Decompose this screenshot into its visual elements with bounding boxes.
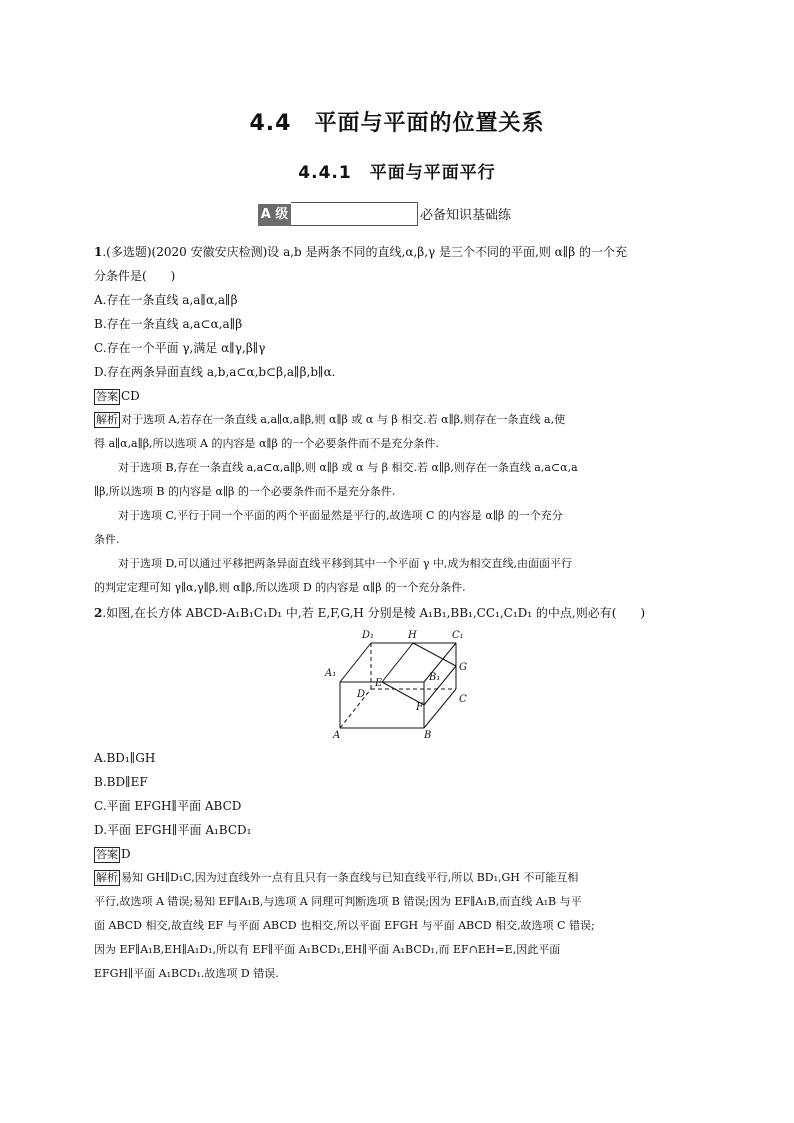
label-b1: B₁ <box>429 672 441 683</box>
answer-badge: 答案 <box>96 390 118 403</box>
label-g: G <box>459 662 467 673</box>
q1-answer-row <box>94 388 140 405</box>
q2-stem: .如图,在长方体 ABCD-A₁B₁C₁D₁ 中,若 E,F,G,H 分别是棱 A₁B₁,BB₁,CC₁,C₁D₁ 的中点,则必有( ) <box>102 606 646 620</box>
label-h: H <box>408 630 417 641</box>
level-banner <box>258 200 511 226</box>
q1-analysis-line-4: ∥β,所以选项 B 的内容是 α∥β 的一个必要条件而不是充分条件. <box>94 485 396 498</box>
analysis-badge: 解析 <box>96 871 118 884</box>
cuboid-figure <box>318 626 478 742</box>
q1-stem-2: 分条件是( ) <box>94 269 176 283</box>
label-b: B <box>424 730 432 741</box>
level-tag: A 级 <box>258 204 291 226</box>
label-a1: A₁ <box>325 668 337 679</box>
label-a: A <box>333 730 341 741</box>
q2-analysis-line-4: 因为 EF∥A₁B,EH∥A₁D₁,所以有 EF∥平面 A₁BCD₁,EH∥平面 A₁BCD₁,而 EF∩EH=E,因此平面 <box>94 943 561 956</box>
section-title: 4.4 平面与平面的位置关系 <box>249 111 545 136</box>
answer-badge: 答案 <box>96 848 118 861</box>
q1-analysis-line-1: 解析 对于选项 A,若存在一条直线 a,a∥α,a∥β,则 α∥β 或 α 与 β 相交.若 α∥β,则存在一条直线 a,使 <box>96 413 566 426</box>
q1-stem-1: .(多选题)(2020 安徽安庆检测)设 a,b 是两条不同的直线,α,β,γ 是三个不同的平面,则 α∥β 的一个充 <box>102 245 628 259</box>
label-d: D <box>357 689 366 700</box>
q2-option-a: A.BD₁∥GH <box>94 751 156 765</box>
q2-answer-row <box>94 846 131 863</box>
level-box <box>291 202 418 226</box>
label-d1: D₁ <box>362 630 375 641</box>
q2-analysis-line-2: 平行,故选项 A 错误;易知 EF∥A₁B,与选项 A 同理可判断选项 B 错误;因为 EF∥A₁B,而直线 A₁B 与平 <box>94 895 582 908</box>
q1-option-c: C.存在一个平面 γ,满足 α∥γ,β∥γ <box>94 341 266 355</box>
q2-stem-line <box>94 605 645 621</box>
q1-analysis-line-5: 对于选项 C,平行于同一个平面的两个平面显然是平行的,故选项 C 的内容是 α∥β 的一个充分 <box>118 509 563 522</box>
q1-analysis-line-3: 对于选项 B,存在一条直线 a,a⊂α,a∥β,则 α∥β 或 α 与 β 相交.若 α∥β,则存在一条直线 a,a⊂α,a <box>118 461 578 474</box>
q2-answer: D <box>121 847 131 861</box>
q2-analysis-line-1: 解析 易知 GH∥D₁C,因为过直线外一点有且只有一条直线与已知直线平行,所以 BD₁,GH 不可能互相 <box>96 871 579 884</box>
label-f: F <box>416 702 423 713</box>
q1-option-b: B.存在一条直线 a,a⊂α,a∥β <box>94 317 243 331</box>
analysis-badge: 解析 <box>96 413 118 426</box>
q2-analysis-line-3: 面 ABCD 相交,故直线 EF 与平面 ABCD 也相交,所以平面 EFGH 与平面 ABCD 相交,故选项 C 错误; <box>94 919 595 932</box>
label-c1: C₁ <box>452 630 464 641</box>
level-text: 必备知识基础练 <box>420 208 512 223</box>
label-c: C <box>459 694 467 705</box>
q1-answer: CD <box>121 389 140 403</box>
q2-option-b: B.BD∥EF <box>94 775 148 789</box>
q1-option-a: A.存在一条直线 a,a∥α,a∥β <box>94 293 238 307</box>
q2-option-d: D.平面 EFGH∥平面 A₁BCD₁ <box>94 823 252 837</box>
q2-analysis-line-5: EFGH∥平面 A₁BCD₁.故选项 D 错误. <box>94 967 279 980</box>
q1-analysis-line-2: 得 a∥α,a∥β,所以选项 A 的内容是 α∥β 的一个必要条件而不是充分条件. <box>94 437 439 450</box>
q1-analysis-line-7: 对于选项 D,可以通过平移把两条异面直线平移到其中一个平面 γ 中,成为相交直线,由面面平行 <box>118 557 572 570</box>
subsection-title: 4.4.1 平面与平面平行 <box>298 163 496 183</box>
q2-option-c: C.平面 EFGH∥平面 ABCD <box>94 799 242 813</box>
q2-number: 2 <box>94 606 103 620</box>
q1-option-d: D.存在两条异面直线 a,b,a⊂α,b⊂β,a∥β,b∥α. <box>94 365 336 379</box>
q1-analysis-line-8: 的判定定理可知 γ∥α,γ∥β,则 α∥β,所以选项 D 的内容是 α∥β 的一个充分条件. <box>94 581 466 594</box>
q1-number: 1 <box>94 245 103 259</box>
q1-analysis-line-6: 条件. <box>94 533 120 546</box>
q1-stem-line-1 <box>94 244 627 260</box>
label-e: E <box>375 678 383 689</box>
